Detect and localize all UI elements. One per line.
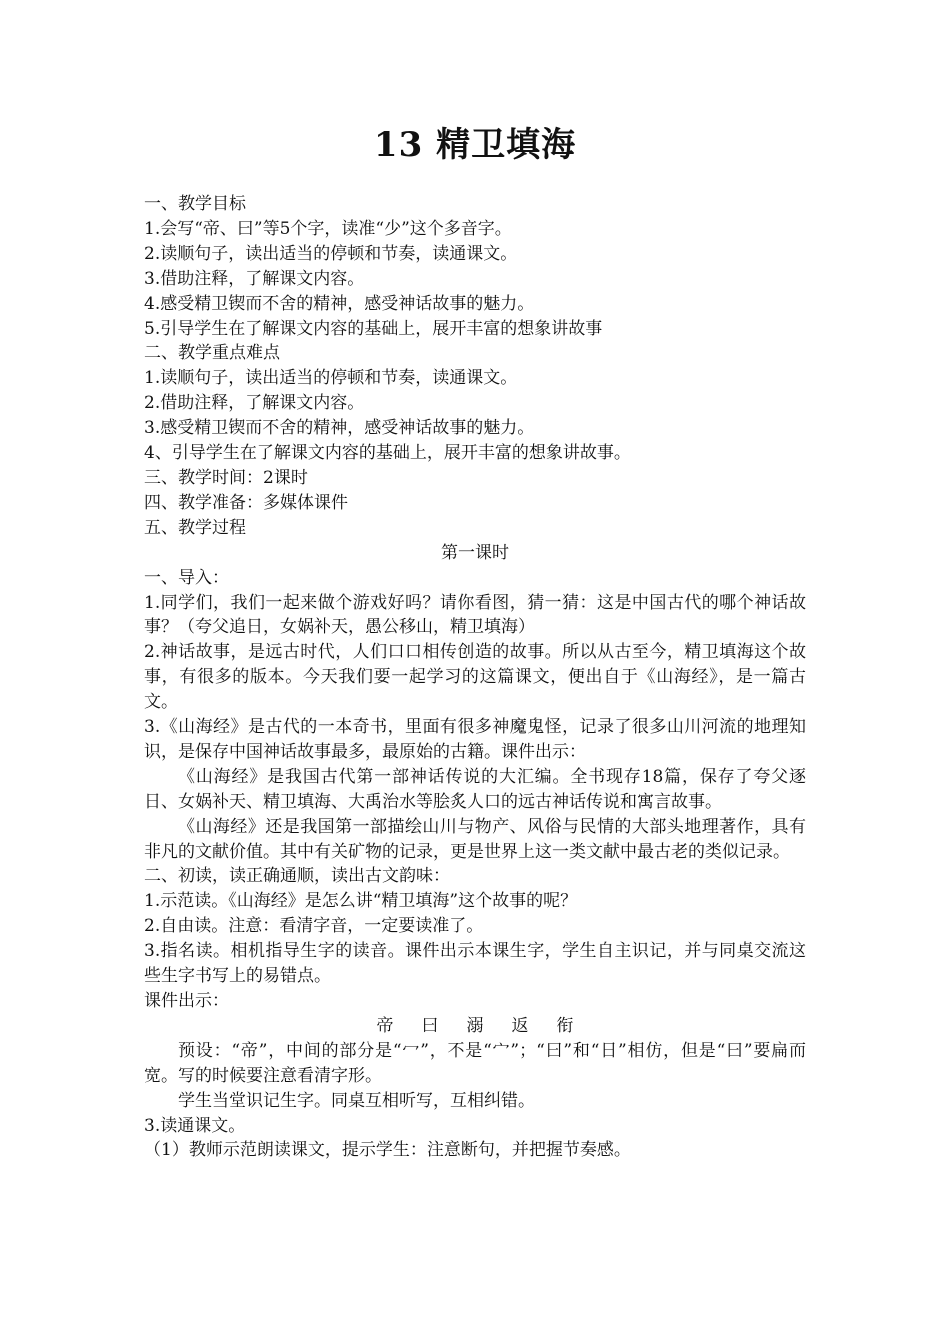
- document-title: 13 精卫填海: [373, 125, 577, 165]
- paragraph-line: 4.感受精卫锲而不舍的精神，感受神话故事的魅力。: [144, 293, 535, 314]
- paragraph-line: 2.自由读。注意：看清字音，一定要读准了。: [144, 916, 484, 937]
- paragraph-line: 五、教学过程: [144, 517, 246, 538]
- paragraph-line: 2.借助注释，了解课文内容。: [144, 393, 365, 414]
- paragraph-line: 一、导入：: [144, 567, 229, 588]
- paragraph-line: 3.读通课文。: [144, 1115, 246, 1136]
- document-body: [144, 192, 806, 1014]
- paragraph-line: 《山海经》还是我国第一部描绘山川与物产、风俗与民情的大部头地理著作，具有非凡的文献价值。其中有关矿物的记录，更是世界上这一类文献中最古老的类似记录。: [144, 816, 806, 862]
- paragraph-line: 二、教学重点难点: [144, 343, 280, 364]
- paragraph-line: 一、教学目标: [144, 194, 246, 214]
- paragraph-line: 5.引导学生在了解课文内容的基础上，展开丰富的想象讲故事: [144, 318, 603, 339]
- paragraph-line: （1）教师示范朗读课文，提示学生：注意断句，并把握节奏感。: [144, 1140, 631, 1161]
- paragraph-line: 三、教学时间：2课时: [144, 467, 308, 488]
- paragraph-line: 3.感受精卫锲而不舍的精神，感受神话故事的魅力。: [144, 418, 535, 439]
- paragraph-line: 课件出示：: [144, 991, 229, 1011]
- new-character: 溺: [466, 1015, 484, 1036]
- paragraph-line: 二、初读，读正确通顺，读出古文韵味：: [144, 866, 450, 887]
- paragraph-line: 3.指名读。相机指导生字的读音。课件出示本课生字，学生自主识记，并与同桌交流这些生字书写上的易错点。: [144, 941, 806, 987]
- paragraph-line: 3.《山海经》是古代的一本奇书，里面有很多神魔鬼怪，记录了很多山川河流的地理知识，是保存中国神话故事最多，最原始的古籍。课件出示：: [144, 717, 806, 762]
- paragraph-line: 预设：“帝”，中间的部分是“冖”，不是“宀”；“曰”和“日”相仿，但是“曰”要扁而宽。写的时候要注意看清字形。: [144, 1040, 806, 1086]
- paragraph-line: 学生当堂识记生字。同桌互相听写，互相纠错。: [178, 1090, 535, 1111]
- paragraph-line: 第一课时: [441, 542, 509, 563]
- new-character: 衔: [556, 1015, 574, 1036]
- paragraph-line: 1.示范读。《山海经》是怎么讲“精卫填海”这个故事的呢？: [144, 891, 578, 912]
- new-character: 帝: [376, 1015, 394, 1036]
- paragraph-line: 四、教学准备：多媒体课件: [144, 492, 348, 513]
- paragraph-line: 3.借助注释，了解课文内容。: [144, 268, 365, 289]
- paragraph-line: 1.读顺句子，读出适当的停顿和节奏，读通课文。: [144, 368, 518, 389]
- paragraph-line: 1.同学们，我们一起来做个游戏好吗？请你看图，猜一猜：这是中国古代的哪个神话故事？（夸父追日，女娲补天，愚公移山，精卫填海）: [144, 592, 806, 638]
- new-characters-row: [144, 1014, 806, 1039]
- new-character: 曰: [421, 1015, 439, 1036]
- document-page: [144, 120, 806, 1163]
- paragraph-line: 1.会写“帝、曰”等5个字，读准“少”这个多音字。: [144, 218, 512, 239]
- paragraph-line: 《山海经》是我国古代第一部神话传说的大汇编。全书现存18篇，保存了夸父逐日、女娲补天、精卫填海、大禹治水等脍炙人口的远古神话传说和寓言故事。: [144, 766, 806, 812]
- paragraph-line: 2.神话故事，是远古时代，人们口口相传创造的故事。所以从古至今，精卫填海这个故事，有很多的版本。今天我们要一起学习的这篇课文，便出自于《山海经》，是一篇古文。: [144, 642, 806, 713]
- new-character: 返: [511, 1015, 529, 1036]
- paragraph-line: 2.读顺句子，读出适当的停顿和节奏，读通课文。: [144, 243, 518, 264]
- paragraph-line: 4、引导学生在了解课文内容的基础上，展开丰富的想象讲故事。: [144, 443, 631, 464]
- document-body-continued: [144, 1039, 806, 1164]
